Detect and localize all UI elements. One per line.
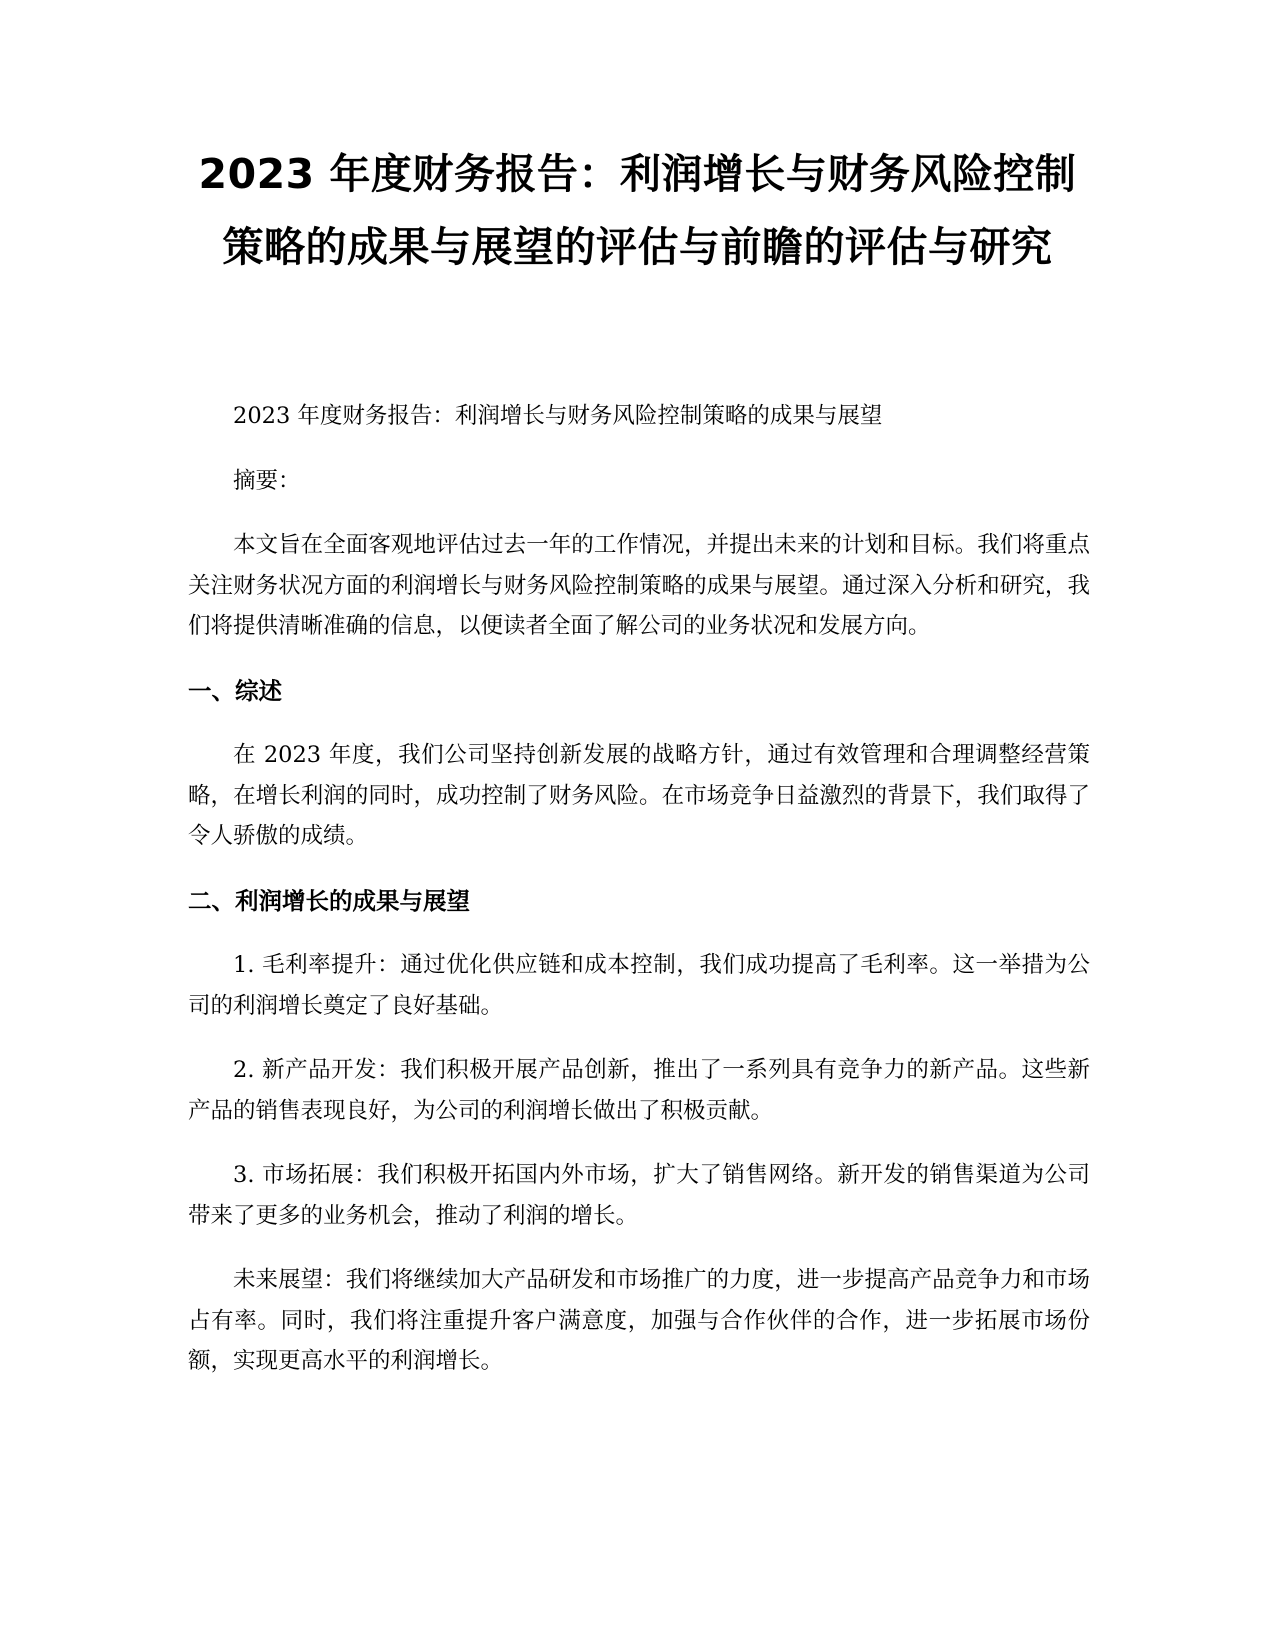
section-overview-text: 在 2023 年度，我们公司坚持创新发展的战略方针，通过有效管理和合理调整经营策略，在增长利润的同时，成功控制了财务风险。在市场竞争日益激烈的背景下，我们取得了令人骄傲的成绩。 bbox=[188, 742, 1090, 849]
section-heading-overview: 一、综述 bbox=[188, 676, 282, 705]
profit-item-new-products: 2. 新产品开发：我们积极开展产品创新，推出了一系列具有竞争力的新产品。这些新产品的销售表现良好，为公司的利润增长做出了积极贡献。 bbox=[188, 1057, 1090, 1124]
profit-item-gross-margin: 1. 毛利率提升：通过优化供应链和成本控制，我们成功提高了毛利率。这一举措为公司的利润增长奠定了良好基础。 bbox=[188, 952, 1090, 1019]
profit-item-market-expansion: 3. 市场拓展：我们积极开拓国内外市场，扩大了销售网络。新开发的销售渠道为公司带来了更多的业务机会，推动了利润的增长。 bbox=[188, 1162, 1090, 1229]
document-body bbox=[188, 396, 1090, 1406]
document-title: 2023 年度财务报告：利润增长与财务风险控制策略的成果与展望的评估与前瞻的评估与研究 bbox=[198, 150, 1077, 271]
abstract-text: 本文旨在全面客观地评估过去一年的工作情况，并提出未来的计划和目标。我们将重点关注财务状况方面的利润增长与财务风险控制策略的成果与展望。通过深入分析和研究，我们将提供清晰准确的信息，以便读者全面了解公司的业务状况和发展方向。 bbox=[188, 532, 1090, 639]
abstract-label: 摘要： bbox=[233, 467, 301, 494]
document-subtitle: 2023 年度财务报告：利润增长与财务风险控制策略的成果与展望 bbox=[233, 403, 883, 429]
profit-outlook: 未来展望：我们将继续加大产品研发和市场推广的力度，进一步提高产品竞争力和市场占有率。同时，我们将注重提升客户满意度，加强与合作伙伴的合作，进一步拓展市场份额，实现更高水平的利润增长。 bbox=[188, 1267, 1090, 1374]
section-heading-profit-growth: 二、利润增长的成果与展望 bbox=[188, 886, 470, 915]
